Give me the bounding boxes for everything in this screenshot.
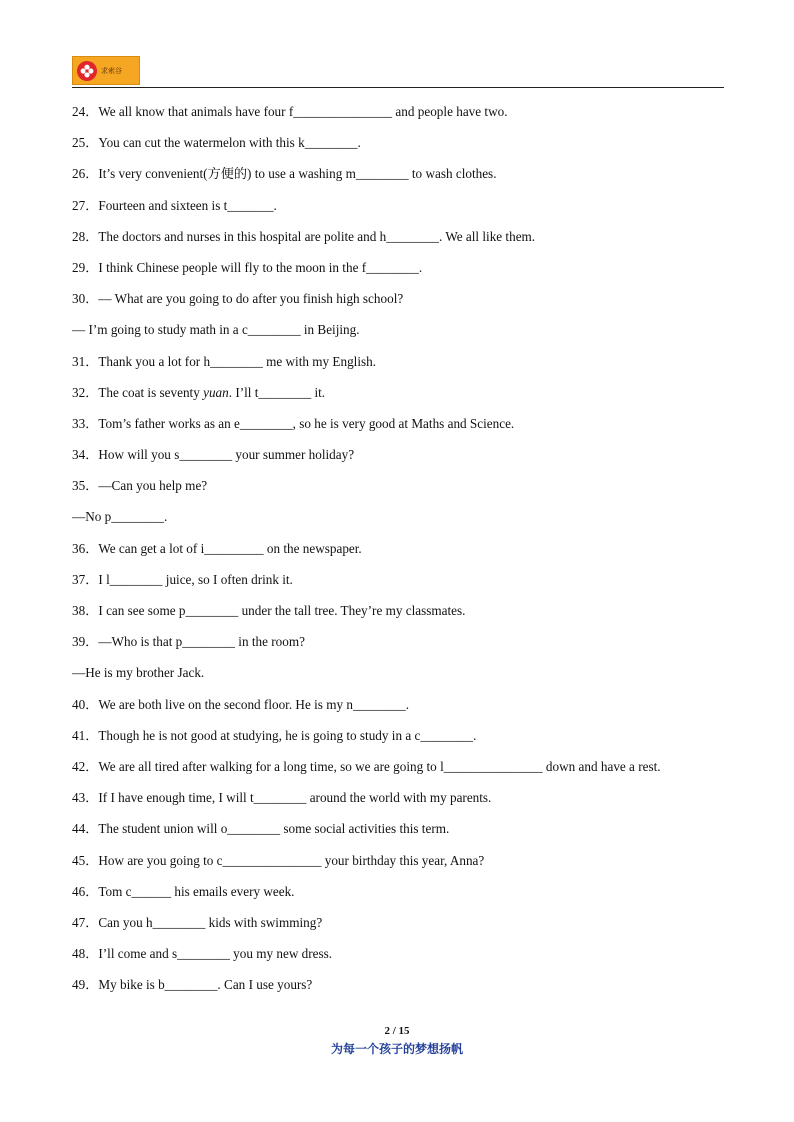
- question-line: 25．You can cut the watermelon with this k________.: [72, 135, 361, 151]
- question-line: 45．How are you going to c_______________ your birthday this year, Anna?: [72, 852, 485, 868]
- question-text: 32．The coat is seventy: [72, 384, 204, 400]
- question-line: [72, 381, 722, 412]
- question-text: . I’ll t________ it.: [228, 384, 326, 400]
- question-line: 44．The student union will o________ some social activities this term.: [72, 821, 450, 837]
- question-line: 26．It’s very convenient(方便的) to use a washing m________ to wash clothes.: [72, 166, 497, 182]
- question-line: 40．We are both live on the second floor. He is my n________.: [72, 696, 409, 712]
- page-number: 2 / 15: [384, 1025, 410, 1037]
- question-line: 38．I can see some p________ under the tall tree. They’re my classmates.: [72, 603, 466, 618]
- question-line: 46．Tom c______ his emails every week.: [72, 883, 295, 899]
- question-line: 42．We are all tired after walking for a long time, so we are going to l_______________ down and have a rest.: [72, 758, 661, 774]
- question-line: 39．—Who is that p________ in the room?: [72, 634, 305, 650]
- question-line: 47．Can you h________ kids with swimming?: [72, 914, 323, 930]
- brand-logo: [72, 56, 140, 85]
- question-line: 28．The doctors and nurses in this hospital are polite and h________. We all like them.: [72, 228, 536, 244]
- question-line: —He is my brother Jack.: [72, 665, 205, 681]
- question-line: 24．We all know that animals have four f_______________ and people have two.: [72, 104, 508, 119]
- page-header: [72, 56, 724, 90]
- question-line: 31．Thank you a lot for h________ me with my English.: [72, 353, 377, 369]
- question-line: 35．—Can you help me?: [72, 478, 208, 494]
- question-line: 41．Though he is not good at studying, he is going to study in a c________.: [72, 727, 477, 743]
- question-list: [72, 100, 722, 1004]
- question-line: 34．How will you s________ your summer holiday?: [72, 447, 355, 463]
- question-line: 49．My bike is b________. Can I use yours?: [72, 977, 313, 993]
- header-divider: [72, 87, 724, 88]
- question-line: 36．We can get a lot of i_________ on the newspaper.: [72, 540, 362, 556]
- question-line: 27．Fourteen and sixteen is t_______.: [72, 197, 277, 213]
- question-line: — I’m going to study math in a c________ in Beijing.: [72, 322, 360, 338]
- logo-text: 求索谷: [101, 66, 122, 75]
- question-italic-word: yuan: [203, 384, 229, 400]
- question-line: 48．I’ll come and s________ you my new dress.: [72, 946, 333, 962]
- question-line: —No p________.: [72, 509, 168, 525]
- question-line: 33．Tom’s father works as an e________, so he is very good at Maths and Science.: [72, 415, 515, 431]
- question-line: 43．If I have enough time, I will t________ around the world with my parents.: [72, 790, 492, 806]
- question-line: 29．I think Chinese people will fly to the moon in the f________.: [72, 259, 423, 275]
- question-line: 37．I l________ juice, so I often drink it.: [72, 571, 293, 587]
- flower-logo-icon: [77, 61, 97, 81]
- footer-slogan: 为每一个孩子的梦想扬帆: [330, 1042, 463, 1056]
- question-line: 30．— What are you going to do after you finish high school?: [72, 291, 404, 307]
